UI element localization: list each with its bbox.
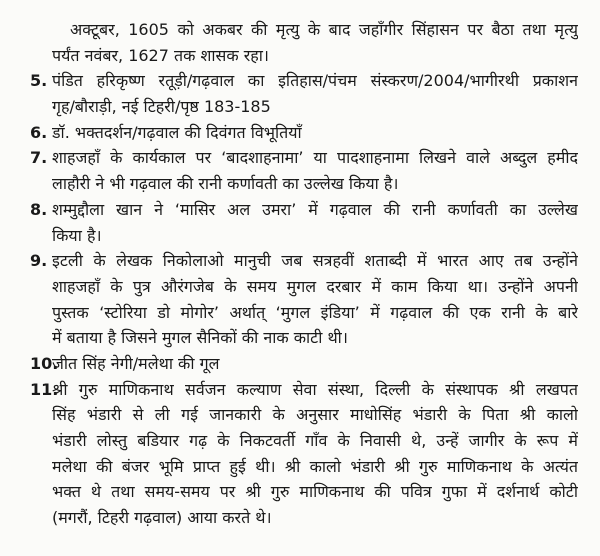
footnotes-page <box>0 17 600 531</box>
footnote-text-line: लाहौरी ने भी गढ़वाल की रानी कर्णावती का उल्लेख किया है। <box>52 174 399 194</box>
footnote-item <box>0 68 600 119</box>
footnote-item <box>0 377 600 531</box>
footnote-text-line: पंडित हरिकृष्ण रतूड़ी/गढ़वाल का इतिहास/पंचम संस्करण/2004/भागीरथी प्रकाशन <box>52 71 578 91</box>
footnote-text-line: सिंह भंडारी से ली गई जानकारी के अनुसार माधोसिंह भंडारी के पिता श्री कालो <box>52 405 578 425</box>
footnote-number: 6. <box>30 122 48 142</box>
footnote-text-line: शाहजहाँ के पुत्र औरंगजेब के समय मुगल दरबार में काम किया था। उन्होंने अपनी <box>52 276 578 296</box>
footnote-number: 7. <box>30 148 48 168</box>
footnote-continuation <box>0 17 600 68</box>
footnote-text-line: किया है। <box>52 225 102 245</box>
footnote-item <box>0 197 600 248</box>
footnote-text-line: श्री गुरु माणिकनाथ सर्वजन कल्याण सेवा संस्था, दिल्ली के संस्थापक श्री लखपत <box>52 379 578 399</box>
footnote-text-line: गृह/बौराड़ी, नई टिहरी/पृष्ठ 183-185 <box>52 97 271 117</box>
footnote-text-line: डॉ. भक्तदर्शन/गढ़वाल की दिवंगत विभूतियाँ <box>52 122 302 142</box>
footnote-text-line: भंडारी लोस्तु बडियार गढ़ के निकटवर्ती गाँव के निवासी थे, उन्हें जागीर के रूप में <box>52 431 578 450</box>
footnote-text-line: में बताया है जिसने मुगल सैनिकों की नाक काटी थी। <box>52 328 348 348</box>
footnote-text-line: (मगरौं, टिहरी गढ़वाल) आया करते थे। <box>52 508 272 528</box>
footnote-item <box>0 120 600 146</box>
footnote-item <box>0 145 600 196</box>
footnote-text-line: शाहजहाँ के कार्यकाल पर ‘बादशाहनामा’ या पादशाहनामा लिखने वाले अब्दुल हमीद <box>52 148 578 168</box>
footnote-text-line: पर्यंत नवंबर, 1627 तक शासक रहा। <box>52 45 269 65</box>
footnote-text-line: पुस्तक ‘स्टोरिया डो मोगोर’ अर्थात् ‘मुगल इंडिया’ में गढ़वाल की एक रानी के बारे <box>52 302 578 322</box>
footnote-number: 5. <box>30 71 48 91</box>
footnote-number: 8. <box>30 199 48 219</box>
footnote-text-line: भक्त थे तथा समय-समय पर श्री गुरु माणिकनाथ की पवित्र गुफा में दर्शनार्थ कोटी <box>52 482 578 502</box>
footnote-text-line: इटली के लेखक निकोलाओ मानुची जब सत्रहवीं शताब्दी में भारत आए तब उन्होंने <box>52 251 578 271</box>
footnote-item <box>0 351 600 377</box>
footnote-text-line: अक्टूबर, 1605 को अकबर की मृत्यु के बाद जहाँगीर सिंहासन पर बैठा तथा मृत्यु <box>70 20 578 39</box>
footnote-number: 10. <box>30 353 59 373</box>
footnote-number: 11. <box>30 379 59 399</box>
footnote-text-line: शम्मुद्दौला खान ने ‘मासिर अल उमरा’ में गढ़वाल की रानी कर्णावती का उल्लेख <box>52 199 578 219</box>
footnote-item <box>0 248 600 351</box>
footnote-text-line: जीत सिंह नेगी/मलेथा की गूल <box>52 353 220 373</box>
footnote-text-line: मलेथा की बंजर भूमि प्राप्त हुई थी। श्री कालो भंडारी श्री गुरु माणिकनाथ के अत्यंत <box>52 456 578 476</box>
footnote-number: 9. <box>30 251 48 271</box>
